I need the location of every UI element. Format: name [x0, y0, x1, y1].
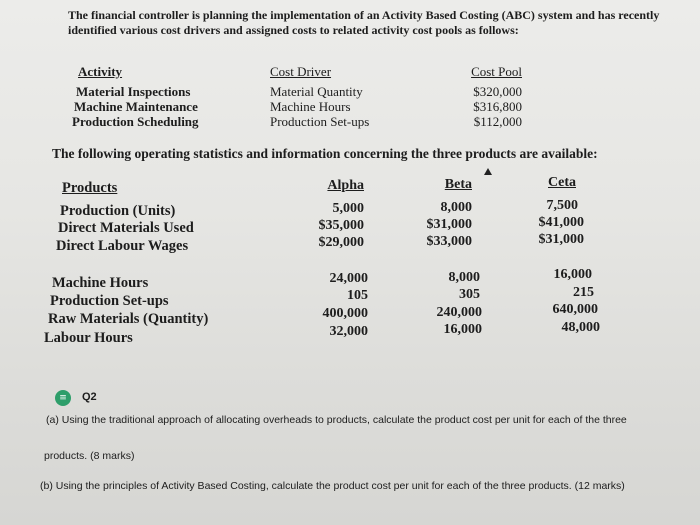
ceta-cell: 48,000 [561, 320, 600, 335]
alpha-cell: $29,000 [318, 235, 364, 250]
beta-cell: 8,000 [448, 270, 480, 285]
header-beta: Beta [444, 177, 472, 192]
ceta-cell: 640,000 [552, 302, 598, 317]
product-row-label: Production Set-ups [50, 293, 169, 309]
product-row-label: Direct Labour Wages [56, 238, 189, 254]
product-row-label: Production (Units) [60, 203, 176, 219]
alpha-cell: 105 [347, 288, 368, 303]
question-part-a-line2: products. (8 marks) [44, 450, 135, 462]
header-cost-pool: Cost Pool [471, 64, 522, 79]
header-ceta: Ceta [548, 175, 576, 190]
ceta-cell: 7,500 [546, 198, 578, 213]
alpha-cell: 32,000 [329, 324, 368, 339]
beta-cell: 305 [459, 287, 480, 302]
alpha-cell: 24,000 [329, 271, 368, 286]
header-activity: Activity [78, 64, 123, 79]
product-row-label: Direct Materials Used [58, 220, 194, 236]
statement-text: The following operating statistics and information concerning the three products are available: [52, 146, 598, 161]
pool-cell: $112,000 [473, 114, 522, 129]
list-icon[interactable]: ≡ [55, 390, 71, 406]
ceta-cell: 215 [573, 285, 594, 300]
activity-cell: Material Inspections [76, 84, 191, 99]
alpha-cell: 400,000 [322, 306, 368, 321]
activity-cell: Production Scheduling [72, 114, 199, 129]
question-part-a-line1: (a) Using the traditional approach of allocating overheads to products, calculate the product cost per unit for each of the three [46, 414, 627, 426]
question-number: Q2 [82, 391, 97, 403]
beta-cell: 16,000 [443, 322, 482, 337]
header-cost-driver: Cost Driver [270, 64, 332, 79]
driver-cell: Material Quantity [270, 84, 363, 99]
pool-cell: $316,800 [473, 99, 522, 114]
driver-cell: Machine Hours [270, 99, 351, 114]
header-alpha: Alpha [327, 178, 364, 193]
question-part-b: (b) Using the principles of Activity Based Costing, calculate the product cost per unit for each of the three products. (12 marks) [40, 480, 625, 492]
ceta-cell: 16,000 [553, 267, 592, 282]
beta-cell: 8,000 [440, 200, 472, 215]
ceta-cell: $41,000 [538, 215, 584, 230]
intro-paragraph: The financial controller is planning the implementation of an Activity Based Costing (ABC) system and has recently identified various cost drivers and assigned costs to related activity cost pools as follows: [68, 8, 660, 37]
mouse-cursor-icon [484, 168, 492, 175]
product-row-label: Labour Hours [44, 330, 133, 346]
alpha-cell: $35,000 [318, 218, 364, 233]
beta-cell: 240,000 [436, 305, 482, 320]
activity-cell: Machine Maintenance [74, 99, 198, 114]
product-row-label: Machine Hours [52, 275, 149, 291]
beta-cell: $33,000 [426, 234, 472, 249]
driver-cell: Production Set-ups [270, 114, 370, 129]
beta-cell: $31,000 [426, 217, 472, 232]
pool-cell: $320,000 [473, 84, 522, 99]
alpha-cell: 5,000 [332, 201, 364, 216]
product-row-label: Raw Materials (Quantity) [48, 311, 209, 327]
ceta-cell: $31,000 [538, 232, 584, 247]
header-products: Products [62, 180, 118, 196]
